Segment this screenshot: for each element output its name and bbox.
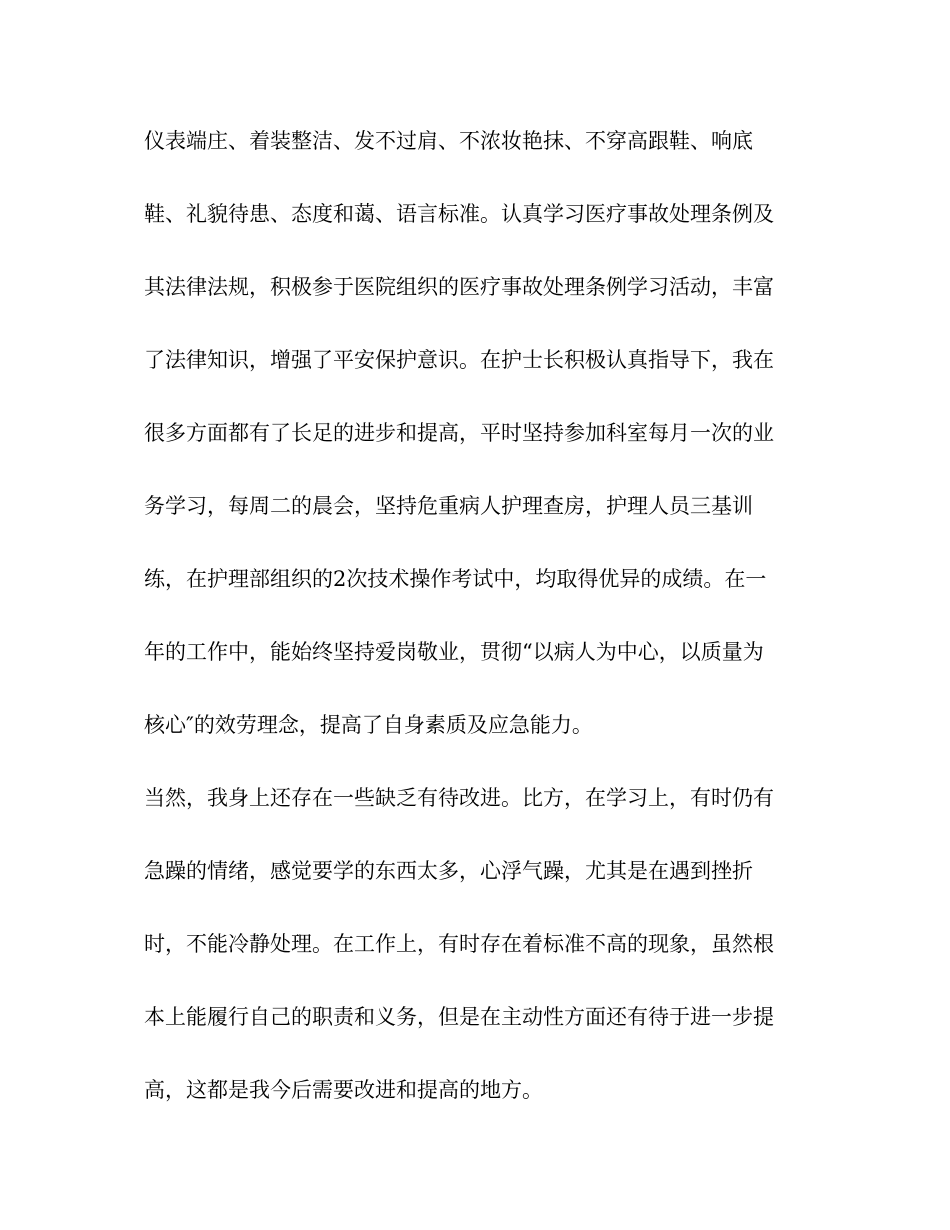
text-line: 时，不能冷静处理。在工作上，有时存在着标准不高的现象，虽然根 [144, 932, 774, 956]
text-line: 其法律法规，积极参于医院组织的医疗事故处理条例学习活动，丰富 [144, 275, 774, 299]
text-line: 仪表端庄、着装整洁、发不过肩、不浓妆艳抹、不穿高跟鞋、响底 [144, 129, 753, 153]
text-line: 急躁的情绪，感觉要学的东西太多，心浮气躁，尤其是在遇到挫折 [144, 859, 753, 883]
text-line: 年的工作中，能始终坚持爱岗敬业，贯彻“以病人为中心，以质量为 [144, 640, 764, 664]
text-line: 本上能履行自己的职责和义务，但是在主动性方面还有待于进一步提 [144, 1005, 774, 1029]
text-line: 了法律知识，增强了平安保护意识。在护士长积极认真指导下，我在 [144, 348, 774, 372]
text-line: 练，在护理部组织的2次技术操作考试中，均取得优异的成绩。在一 [144, 567, 767, 591]
text-line: 务学习，每周二的晨会，坚持危重病人护理查房，护理人员三基训 [144, 494, 753, 518]
text-line: 核心″的效劳理念，提高了自身素质及应急能力。 [144, 713, 593, 737]
text-line: 高，这都是我今后需要改进和提高的地方。 [144, 1078, 543, 1102]
text-line: 鞋、礼貌待患、态度和蔼、语言标准。认真学习医疗事故处理条例及 [144, 202, 774, 226]
text-line: 当然，我身上还存在一些缺乏有待改进。比方，在学习上，有时仍有 [144, 786, 774, 810]
text-line: 很多方面都有了长足的进步和提高，平时坚持参加科室每月一次的业 [144, 421, 774, 445]
